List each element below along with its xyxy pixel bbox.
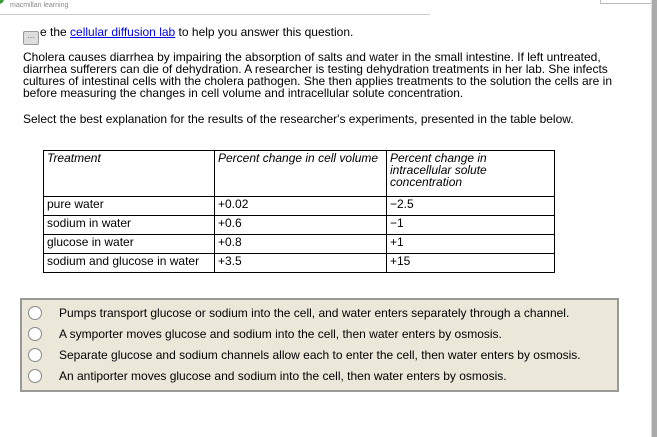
logo-icon bbox=[0, 0, 4, 4]
intro-suffix: to help you answer this question. bbox=[175, 25, 354, 39]
table-row bbox=[44, 235, 555, 254]
cell: −2.5 bbox=[387, 197, 555, 216]
cell: +3.5 bbox=[215, 254, 387, 273]
option-1[interactable] bbox=[28, 302, 617, 323]
radio-button[interactable] bbox=[28, 369, 42, 383]
results-table bbox=[43, 150, 555, 273]
cell: sodium and glucose in water bbox=[44, 254, 215, 273]
radio-button[interactable] bbox=[28, 306, 42, 320]
header-bar bbox=[0, 0, 430, 15]
radio-button[interactable] bbox=[28, 348, 42, 362]
cell: +0.8 bbox=[215, 235, 387, 254]
option-2[interactable] bbox=[28, 323, 617, 344]
table-row bbox=[44, 254, 555, 273]
option-label: An antiporter moves glucose and sodium into the cell, then water enters by osmosis. bbox=[59, 368, 507, 383]
scrollbar[interactable] bbox=[651, 0, 657, 437]
cell: pure water bbox=[44, 197, 215, 216]
cell: sodium in water bbox=[44, 216, 215, 235]
chat-icon[interactable]: … bbox=[23, 31, 39, 45]
cellular-diffusion-lab-link[interactable]: cellular diffusion lab bbox=[70, 25, 176, 39]
header-volume: Percent change in cell volume bbox=[215, 151, 387, 197]
brand-label: macmillan learning bbox=[10, 2, 69, 9]
intro-prefix: e the bbox=[40, 25, 71, 39]
question-text: Cholera causes diarrhea by impairing the absorption of salts and water in the small intestine. If left untreated, diarrhea sufferers can die of dehydration. A researcher is testing dehydration treatments in her lab. She infects cultures of intestinal cells with the cholera pathogen. She then applies treatments to the solution the cells are in before measuring the changes in cell volume and intracellular solute concentration. bbox=[23, 50, 613, 100]
cell: +15 bbox=[387, 254, 555, 273]
table-row bbox=[44, 216, 555, 235]
option-label: A symporter moves glucose and sodium into the cell, then water enters by osmosis. bbox=[59, 326, 502, 341]
cell: +0.6 bbox=[215, 216, 387, 235]
table-header-row bbox=[44, 151, 555, 197]
panel-edge bbox=[600, 0, 652, 4]
radio-button[interactable] bbox=[28, 327, 42, 341]
option-label: Pumps transport glucose or sodium into the cell, and water enters separately through a channel. bbox=[59, 305, 570, 320]
instruction-text: Select the best explanation for the results of the researcher's experiments, presented in the table below. bbox=[23, 112, 574, 126]
cell: +1 bbox=[387, 235, 555, 254]
intro-line bbox=[23, 25, 353, 45]
option-label: Separate glucose and sodium channels allow each to enter the cell, then water enters by osmosis. bbox=[59, 347, 581, 362]
cell: +0.02 bbox=[215, 197, 387, 216]
header-concentration: Percent change in intracellular solute concentration bbox=[387, 151, 555, 197]
cell: glucose in water bbox=[44, 235, 215, 254]
cell: −1 bbox=[387, 216, 555, 235]
option-4[interactable] bbox=[28, 365, 617, 386]
table-row bbox=[44, 197, 555, 216]
header-treatment: Treatment bbox=[44, 151, 215, 197]
answer-options bbox=[20, 298, 619, 392]
option-3[interactable] bbox=[28, 344, 617, 365]
